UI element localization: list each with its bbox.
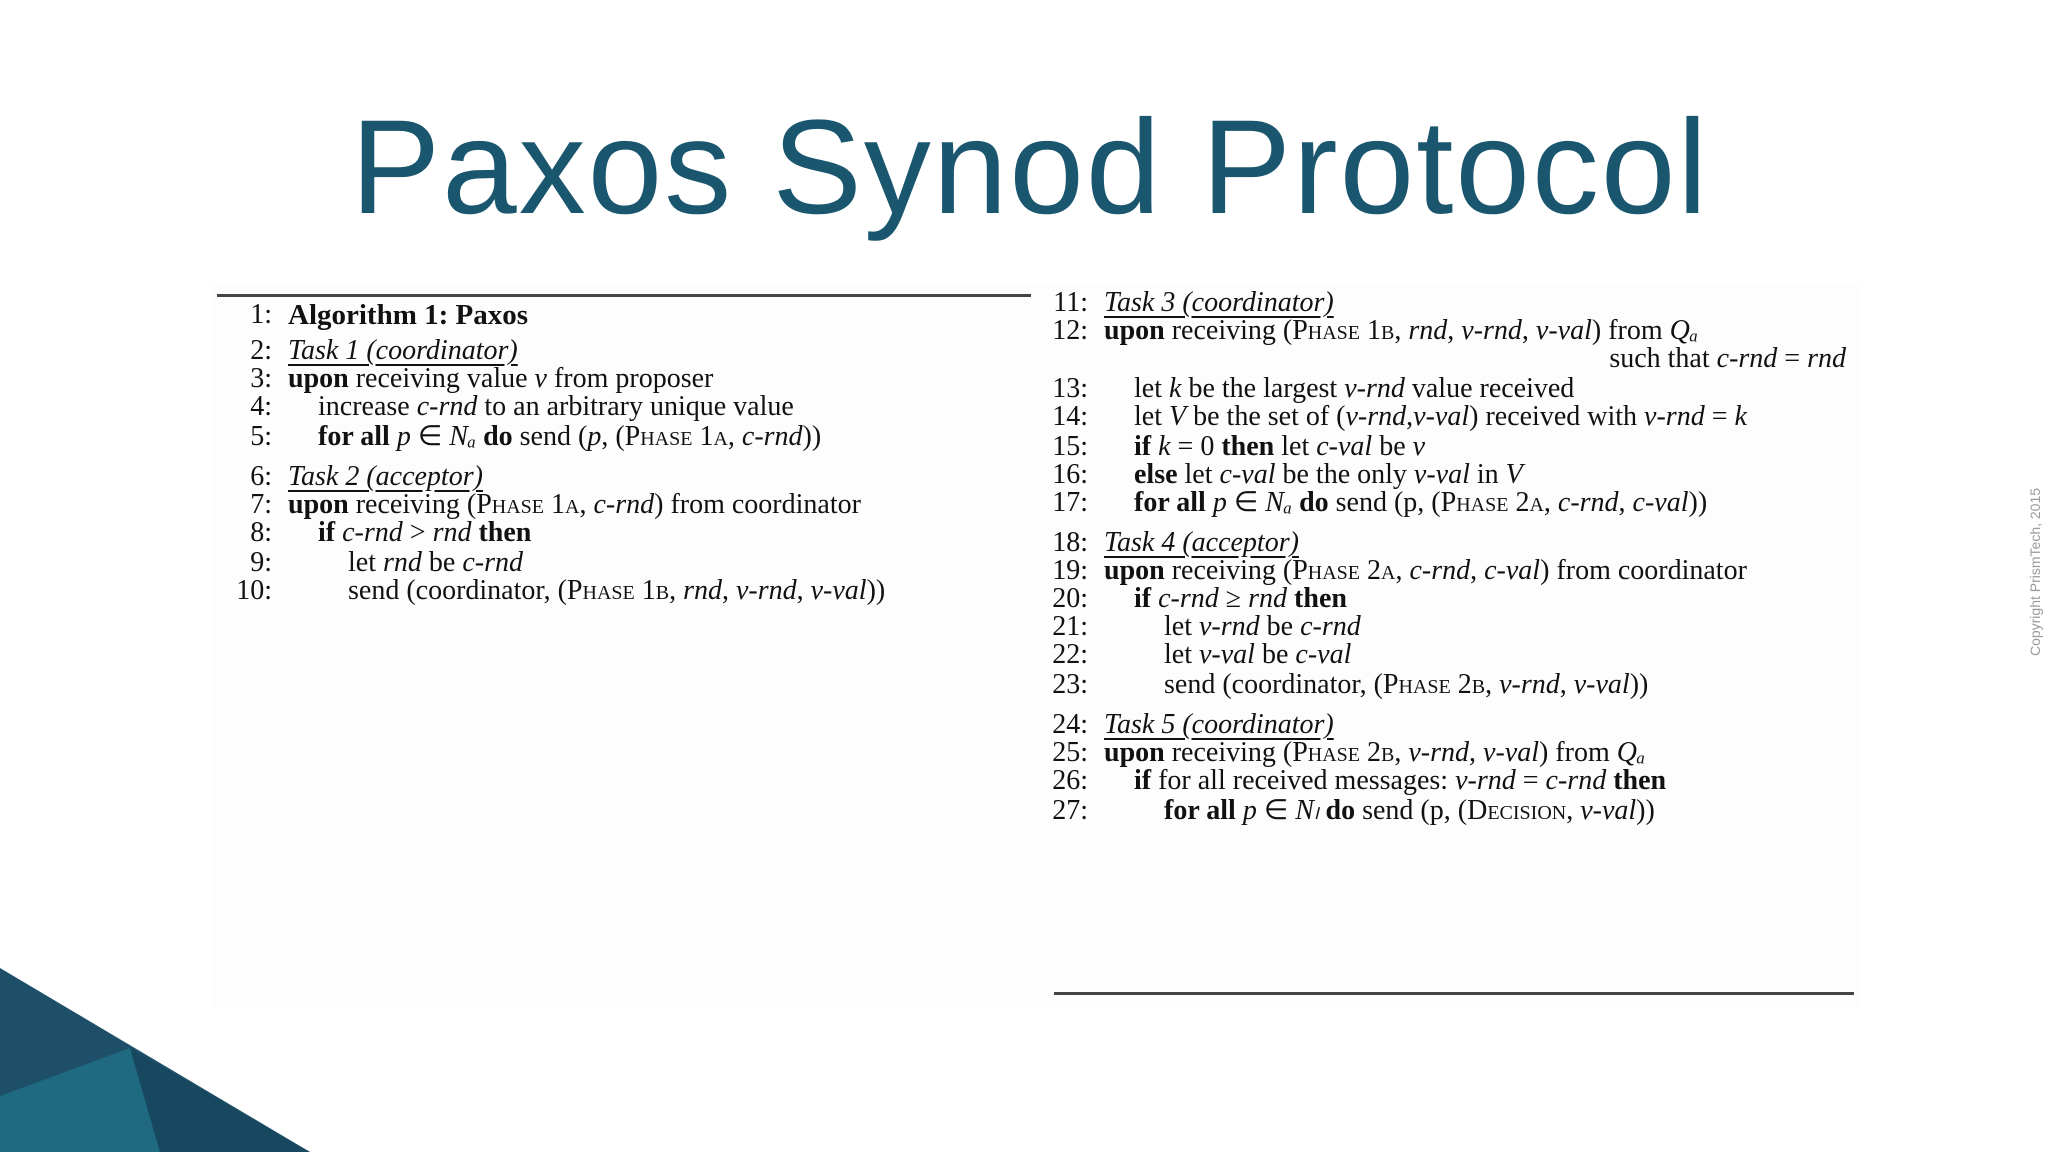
line-fragment: , — [1394, 737, 1409, 768]
line-fragment: v-rnd — [1499, 669, 1560, 700]
line-fragment: , — [1394, 315, 1409, 346]
line-fragment: p — [396, 421, 411, 452]
line-fragment: do — [483, 421, 513, 452]
algorithm-line — [232, 390, 794, 424]
line-fragment: receiving ( — [1164, 737, 1293, 768]
line-number: 23: — [1052, 669, 1088, 700]
algorithm-line — [1609, 342, 1846, 376]
line-fragment: let — [1164, 639, 1199, 670]
line-fragment: receiving ( — [348, 489, 477, 520]
line-number: 11: — [1053, 287, 1088, 318]
line-fragment: , — [1395, 555, 1410, 586]
line-fragment: Nₐ — [1265, 487, 1293, 518]
line-fragment: ) from — [1591, 315, 1670, 346]
line-fragment: v-val — [810, 575, 867, 606]
line-fragment: Phase 1a — [624, 421, 728, 452]
algorithm-line — [1046, 794, 1655, 828]
line-fragment: if — [318, 517, 336, 548]
line-number: 8: — [250, 517, 272, 548]
line-number: 20: — [1052, 583, 1088, 614]
line-number: 9: — [250, 547, 272, 578]
line-fragment: ∈ — [1226, 487, 1266, 518]
line-fragment: Nₐ — [449, 421, 477, 452]
line-fragment: Phase 2b — [1382, 669, 1486, 700]
line-text — [288, 420, 821, 454]
line-fragment: ) received with — [1469, 401, 1645, 432]
line-fragment: be — [1254, 639, 1296, 670]
line-fragment: be — [1372, 431, 1413, 462]
line-number: 6: — [250, 461, 272, 492]
line-fragment: if — [1134, 765, 1152, 796]
line-fragment: , — [669, 575, 684, 606]
line-number: 21: — [1052, 611, 1088, 642]
line-fragment: to an arbitrary unique value — [477, 391, 794, 422]
algorithm-line — [1046, 314, 1698, 348]
line-fragment: , — [727, 421, 742, 452]
line-text — [288, 298, 528, 332]
line-text — [1104, 794, 1655, 828]
task-heading: Task 2 (acceptor) — [288, 461, 483, 492]
line-fragment: c-val — [1316, 431, 1373, 462]
line-fragment: , — [1543, 487, 1558, 518]
line-fragment: = — [1515, 765, 1546, 796]
line-number: 15: — [1052, 431, 1088, 462]
line-fragment: for all received messages: — [1151, 765, 1456, 796]
line-fragment — [1206, 487, 1213, 518]
line-fragment: v-rnd — [1408, 737, 1470, 768]
slide-title: Paxos Synod Protocol — [350, 93, 1710, 242]
line-fragment: v-val — [1413, 401, 1470, 432]
line-fragment: p — [1212, 487, 1227, 518]
line-fragment: c-rnd — [416, 391, 478, 422]
algorithm-line — [232, 420, 821, 454]
line-fragment: from proposer — [546, 363, 714, 394]
line-number: 2: — [250, 335, 272, 366]
line-fragment: ≥ — [1218, 583, 1249, 614]
line-fragment: c-val — [1295, 639, 1352, 670]
line-number: 19: — [1052, 555, 1088, 586]
line-number: 25: — [1052, 737, 1088, 768]
line-fragment: v-rnd — [735, 575, 797, 606]
line-fragment: if — [1134, 431, 1152, 462]
line-fragment: be — [1259, 611, 1301, 642]
line-number: 24: — [1052, 709, 1088, 740]
line-fragment: upon — [1104, 737, 1165, 768]
line-fragment: rnd — [683, 575, 722, 606]
line-fragment: , — [1469, 737, 1484, 768]
line-fragment: receiving ( — [1164, 555, 1293, 586]
line-number: 4: — [250, 391, 272, 422]
line-fragment: then — [1613, 765, 1667, 796]
line-fragment: for all — [1164, 795, 1236, 826]
line-text — [1104, 400, 1747, 434]
line-number: 18: — [1052, 527, 1088, 558]
line-fragment: v-rnd — [1644, 401, 1705, 432]
line-fragment: rnd — [1408, 315, 1448, 346]
line-fragment: be — [421, 547, 463, 578]
line-text — [1104, 638, 1351, 672]
line-fragment: v-rnd — [1199, 611, 1260, 642]
line-fragment: send (coordinator, ( — [348, 575, 567, 606]
line-fragment: v-val — [1483, 737, 1539, 768]
line-fragment: upon — [1104, 315, 1165, 346]
line-text — [288, 390, 794, 424]
line-fragment: upon — [288, 363, 349, 394]
line-fragment: send (p, ( — [1328, 487, 1441, 518]
line-fragment: for all — [1134, 487, 1206, 518]
line-number: 5: — [250, 421, 272, 452]
line-fragment: )) — [1629, 669, 1649, 700]
line-number: 14: — [1052, 401, 1088, 432]
line-number: 7: — [250, 489, 272, 520]
line-fragment: , — [1470, 555, 1485, 586]
line-number: 3: — [250, 363, 272, 394]
line-fragment: v-rnd — [1345, 401, 1407, 432]
line-fragment: c-val — [1484, 555, 1541, 586]
line-fragment: Phase 1a — [476, 489, 580, 520]
line-fragment: v — [534, 363, 547, 394]
line-text — [1104, 668, 1648, 702]
line-fragment: c-rnd — [1545, 765, 1607, 796]
line-fragment: c-rnd — [741, 421, 803, 452]
line-fragment — [390, 421, 397, 452]
line-fragment: , — [1566, 795, 1581, 826]
bottom-rule-right — [1054, 992, 1854, 995]
line-number: 27: — [1052, 795, 1088, 826]
line-fragment: for all — [318, 421, 390, 452]
line-fragment: = 0 — [1170, 431, 1222, 462]
line-fragment: Phase 2a — [1440, 487, 1544, 518]
line-fragment: = — [1704, 401, 1735, 432]
line-fragment: do — [1299, 487, 1329, 518]
line-fragment: rnd — [432, 517, 472, 548]
algorithm-line — [1046, 486, 1707, 520]
line-fragment: )) — [1688, 487, 1708, 518]
line-fragment — [1236, 795, 1243, 826]
line-fragment: , — [796, 575, 811, 606]
line-fragment: Phase 1b — [566, 575, 670, 606]
line-fragment: then — [1294, 583, 1347, 614]
line-fragment: c-rnd — [1409, 555, 1471, 586]
line-number: 26: — [1052, 765, 1088, 796]
algorithm-line — [232, 298, 528, 332]
algorithm-figure — [214, 282, 1862, 1008]
line-fragment: v — [1412, 431, 1426, 462]
line-fragment: v-val — [1580, 795, 1637, 826]
line-fragment: , — [1559, 669, 1574, 700]
line-number: 13: — [1052, 373, 1088, 404]
line-fragment: )) — [1636, 795, 1655, 826]
line-number: 17: — [1052, 487, 1088, 518]
line-fragment: v-rnd — [1344, 373, 1405, 404]
line-fragment: v-val — [1199, 639, 1255, 670]
line-text — [288, 516, 531, 550]
line-fragment: p — [587, 421, 602, 452]
line-fragment: Qₐ — [1669, 315, 1699, 346]
line-fragment: let — [1274, 431, 1317, 462]
task-heading: Task 3 (coordinator) — [1104, 287, 1334, 318]
line-fragment: rnd — [383, 547, 422, 578]
algorithm-line — [232, 574, 885, 608]
line-fragment: ) from coordinator — [654, 489, 861, 520]
line-fragment: send ( — [512, 421, 588, 452]
line-fragment: v-rnd — [1461, 315, 1522, 346]
algorithm-line — [232, 516, 531, 550]
line-fragment: ) from coordinator — [1540, 555, 1747, 586]
line-number: 12: — [1052, 315, 1088, 346]
line-fragment: , — [1521, 315, 1536, 346]
line-fragment: v-val — [1535, 315, 1592, 346]
line-fragment: , — [1406, 401, 1414, 432]
line-fragment: ) from — [1538, 737, 1617, 768]
line-fragment: rnd — [1807, 343, 1846, 374]
line-number: 10: — [236, 575, 272, 606]
line-fragment: v-rnd — [1455, 765, 1516, 796]
line-fragment: Qₐ — [1616, 737, 1646, 768]
line-fragment: send (p, ( — [1355, 795, 1468, 826]
copyright-notice: Copyright PrismTech, 2015 — [2027, 487, 2043, 657]
task-heading: Task 1 (coordinator) — [288, 335, 518, 366]
line-fragment: then — [478, 517, 532, 548]
line-fragment: c-rnd — [593, 489, 655, 520]
line-text — [1104, 486, 1707, 520]
line-number: 16: — [1052, 459, 1088, 490]
line-fragment — [1319, 795, 1326, 826]
line-number: 22: — [1052, 639, 1088, 670]
line-fragment: )) — [802, 421, 822, 452]
line-fragment: c-rnd — [462, 547, 523, 578]
line-text — [288, 574, 885, 608]
line-fragment: > — [402, 517, 433, 548]
algorithm-line — [1046, 764, 1666, 798]
task-heading: Task 4 (acceptor) — [1104, 527, 1299, 558]
line-fragment: , ( — [601, 421, 625, 452]
line-fragment: be the largest — [1181, 373, 1345, 404]
line-number: 1: — [250, 299, 272, 330]
line-fragment: v-val — [1413, 459, 1470, 490]
algorithm-line — [1046, 668, 1648, 702]
line-fragment: such that — [1609, 343, 1717, 374]
line-fragment: receiving ( — [1164, 315, 1293, 346]
line-fragment: V — [1505, 459, 1523, 490]
algorithm-line — [1046, 638, 1351, 672]
line-fragment: value received — [1404, 373, 1575, 404]
line-fragment: k — [1169, 373, 1182, 404]
line-text — [1609, 342, 1846, 376]
line-fragment: rnd — [1248, 583, 1288, 614]
algorithm-heading: Algorithm 1: Paxos — [288, 299, 529, 331]
line-fragment: Nₗ — [1295, 795, 1319, 826]
line-fragment: c-rnd — [1158, 583, 1219, 614]
line-fragment: be the set of ( — [1186, 401, 1346, 432]
line-fragment: , — [1485, 669, 1500, 700]
line-fragment: p — [1242, 795, 1257, 826]
line-fragment: send (coordinator, ( — [1164, 669, 1383, 700]
line-fragment: k — [1158, 431, 1171, 462]
line-fragment: increase — [318, 391, 417, 422]
line-fragment: Decision — [1467, 795, 1567, 826]
line-fragment: be the only — [1275, 459, 1414, 490]
line-fragment: Phase 2b — [1292, 737, 1395, 768]
line-fragment: v-val — [1573, 669, 1630, 700]
line-fragment: let — [1177, 459, 1220, 490]
line-fragment: let — [1164, 611, 1199, 642]
line-fragment: V — [1169, 401, 1187, 432]
line-fragment: Phase 1b — [1292, 315, 1395, 346]
line-fragment: , — [579, 489, 594, 520]
line-fragment: let — [348, 547, 383, 578]
line-fragment: c-rnd — [342, 517, 403, 548]
line-fragment: c-rnd — [1716, 343, 1778, 374]
line-fragment: ∈ — [1256, 795, 1296, 826]
task-heading: Task 5 (coordinator) — [1104, 709, 1334, 740]
line-fragment: else — [1134, 459, 1178, 490]
line-fragment: then — [1221, 431, 1275, 462]
line-fragment: c-val — [1219, 459, 1276, 490]
line-fragment: Phase 2a — [1292, 555, 1396, 586]
line-fragment: k — [1734, 401, 1747, 432]
corner-decoration — [0, 968, 320, 1152]
line-fragment: c-rnd — [1557, 487, 1619, 518]
line-fragment: receiving value — [348, 363, 535, 394]
line-fragment: do — [1325, 795, 1356, 826]
line-fragment: ∈ — [410, 421, 450, 452]
line-fragment: upon — [1104, 555, 1165, 586]
algorithm-line — [1046, 400, 1747, 434]
line-fragment: , — [721, 575, 736, 606]
line-fragment: c-rnd — [1300, 611, 1361, 642]
line-fragment: )) — [866, 575, 886, 606]
line-fragment: let — [1134, 401, 1169, 432]
line-fragment: , — [1447, 315, 1462, 346]
line-fragment: c-val — [1632, 487, 1689, 518]
line-fragment: upon — [288, 489, 349, 520]
line-fragment: if — [1134, 583, 1152, 614]
top-rule-left — [217, 294, 1031, 297]
line-text — [1104, 764, 1666, 798]
line-fragment: , — [1618, 487, 1633, 518]
line-fragment: = — [1777, 343, 1808, 374]
line-fragment: let — [1134, 373, 1169, 404]
line-fragment: in — [1469, 459, 1506, 490]
